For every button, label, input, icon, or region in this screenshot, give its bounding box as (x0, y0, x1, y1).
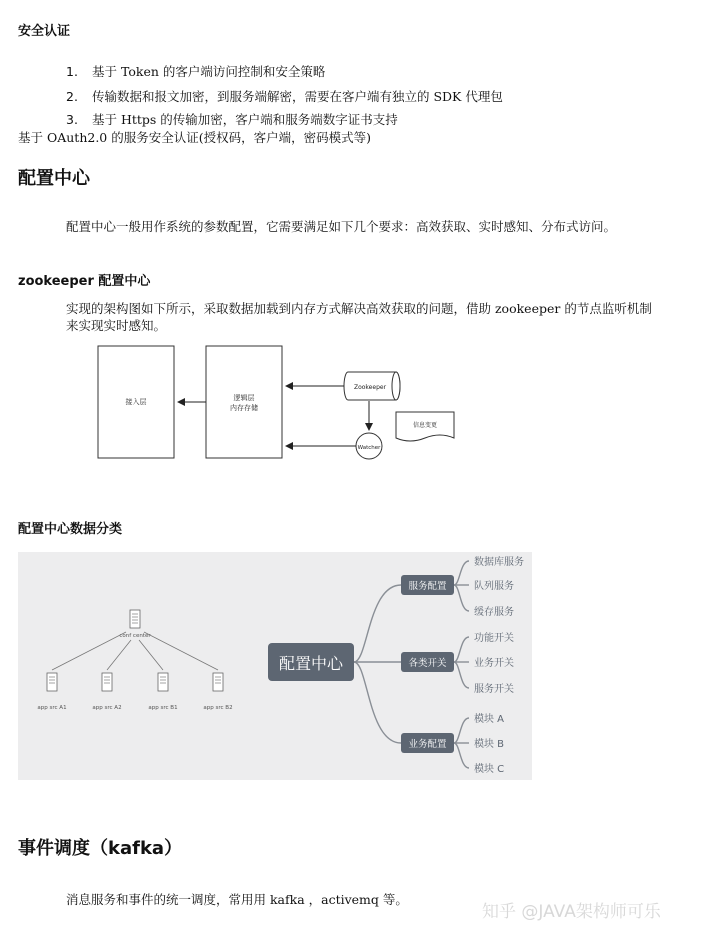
config-intro: 配置中心一般用作系统的参数配置，它需要满足如下几个要求：高效获取、实时感知、分布式访问。 (66, 219, 617, 234)
center-node-label: 配置中心 (278, 654, 344, 673)
classify-heading: 配置中心数据分类 (18, 522, 123, 537)
list-number: 3. (66, 112, 78, 127)
list-number: 2. (66, 89, 78, 104)
app-server-icon (102, 673, 112, 691)
leaf-label: 服务开关 (474, 684, 514, 695)
leaf-label: 缓存服务 (474, 607, 514, 618)
leaf-label: 业务开关 (474, 658, 514, 669)
logic-layer-box (206, 346, 282, 458)
app-label: app src A2 (92, 705, 122, 711)
info-change-label: 信息变更 (412, 422, 438, 429)
list-number: 1. (66, 64, 78, 79)
config-classification-image (18, 552, 532, 780)
watcher-label: Watcher (357, 445, 381, 451)
app-server-icon (158, 673, 168, 691)
server-icon (130, 610, 140, 628)
list-item (66, 63, 325, 80)
zk-text: 实现的架构图如下所示，采取数据加载到内存方式解决高效获取的问题，借助 zookeeper 的节点监听机制来实现实时感知。 (66, 301, 652, 333)
list-text: 基于 Https 的传输加密，客户端和服务端数字证书支持 (92, 112, 398, 127)
leaf-label: 队列服务 (474, 581, 514, 592)
zk-heading: zookeeper 配置中心 (18, 274, 151, 289)
branch-label: 服务配置 (408, 581, 447, 592)
leaf-label: 模块 B (474, 739, 505, 750)
list-item (66, 88, 503, 105)
architecture-diagram (90, 340, 480, 465)
conf-center-label: conf center (119, 633, 151, 639)
leaf-label: 模块 A (474, 714, 505, 725)
events-text: 消息服务和事件的统一调度，常用用 kafka ，activemq 等。 (66, 892, 408, 907)
leaf-label: 模块 C (474, 764, 505, 775)
access-layer-label: 接入层 (125, 398, 147, 406)
leaf-label: 数据库服务 (474, 557, 524, 568)
list-item (66, 111, 398, 128)
branch-label: 各类开关 (408, 658, 447, 669)
app-label: app src B2 (203, 705, 233, 711)
list-text: 基于 Token 的客户端访问控制和安全策略 (92, 64, 326, 79)
config-heading: 配置中心 (18, 168, 90, 189)
logic-layer-label: 逻辑层 (233, 394, 255, 402)
watermark: 知乎 @JAVA架构师可乐 (482, 902, 661, 922)
app-label: app src B1 (148, 705, 178, 711)
leaf-label: 功能开关 (474, 633, 514, 644)
oauth-text: 基于 OAuth2.0 的服务安全认证(授权码，客户端，密码模式等) (18, 130, 371, 145)
app-server-icon (47, 673, 57, 691)
list-text: 传输数据和报文加密，到服务端解密，需要在客户端有独立的 SDK 代理包 (92, 89, 503, 104)
app-label: app src A1 (37, 705, 67, 711)
zookeeper-label: Zookeeper (353, 384, 387, 391)
app-server-icon (213, 673, 223, 691)
events-heading: 事件调度（kafka） (18, 838, 183, 859)
security-heading: 安全认证 (18, 24, 71, 39)
memory-store-label: 内存存储 (230, 404, 258, 412)
branch-label: 业务配置 (408, 739, 447, 750)
